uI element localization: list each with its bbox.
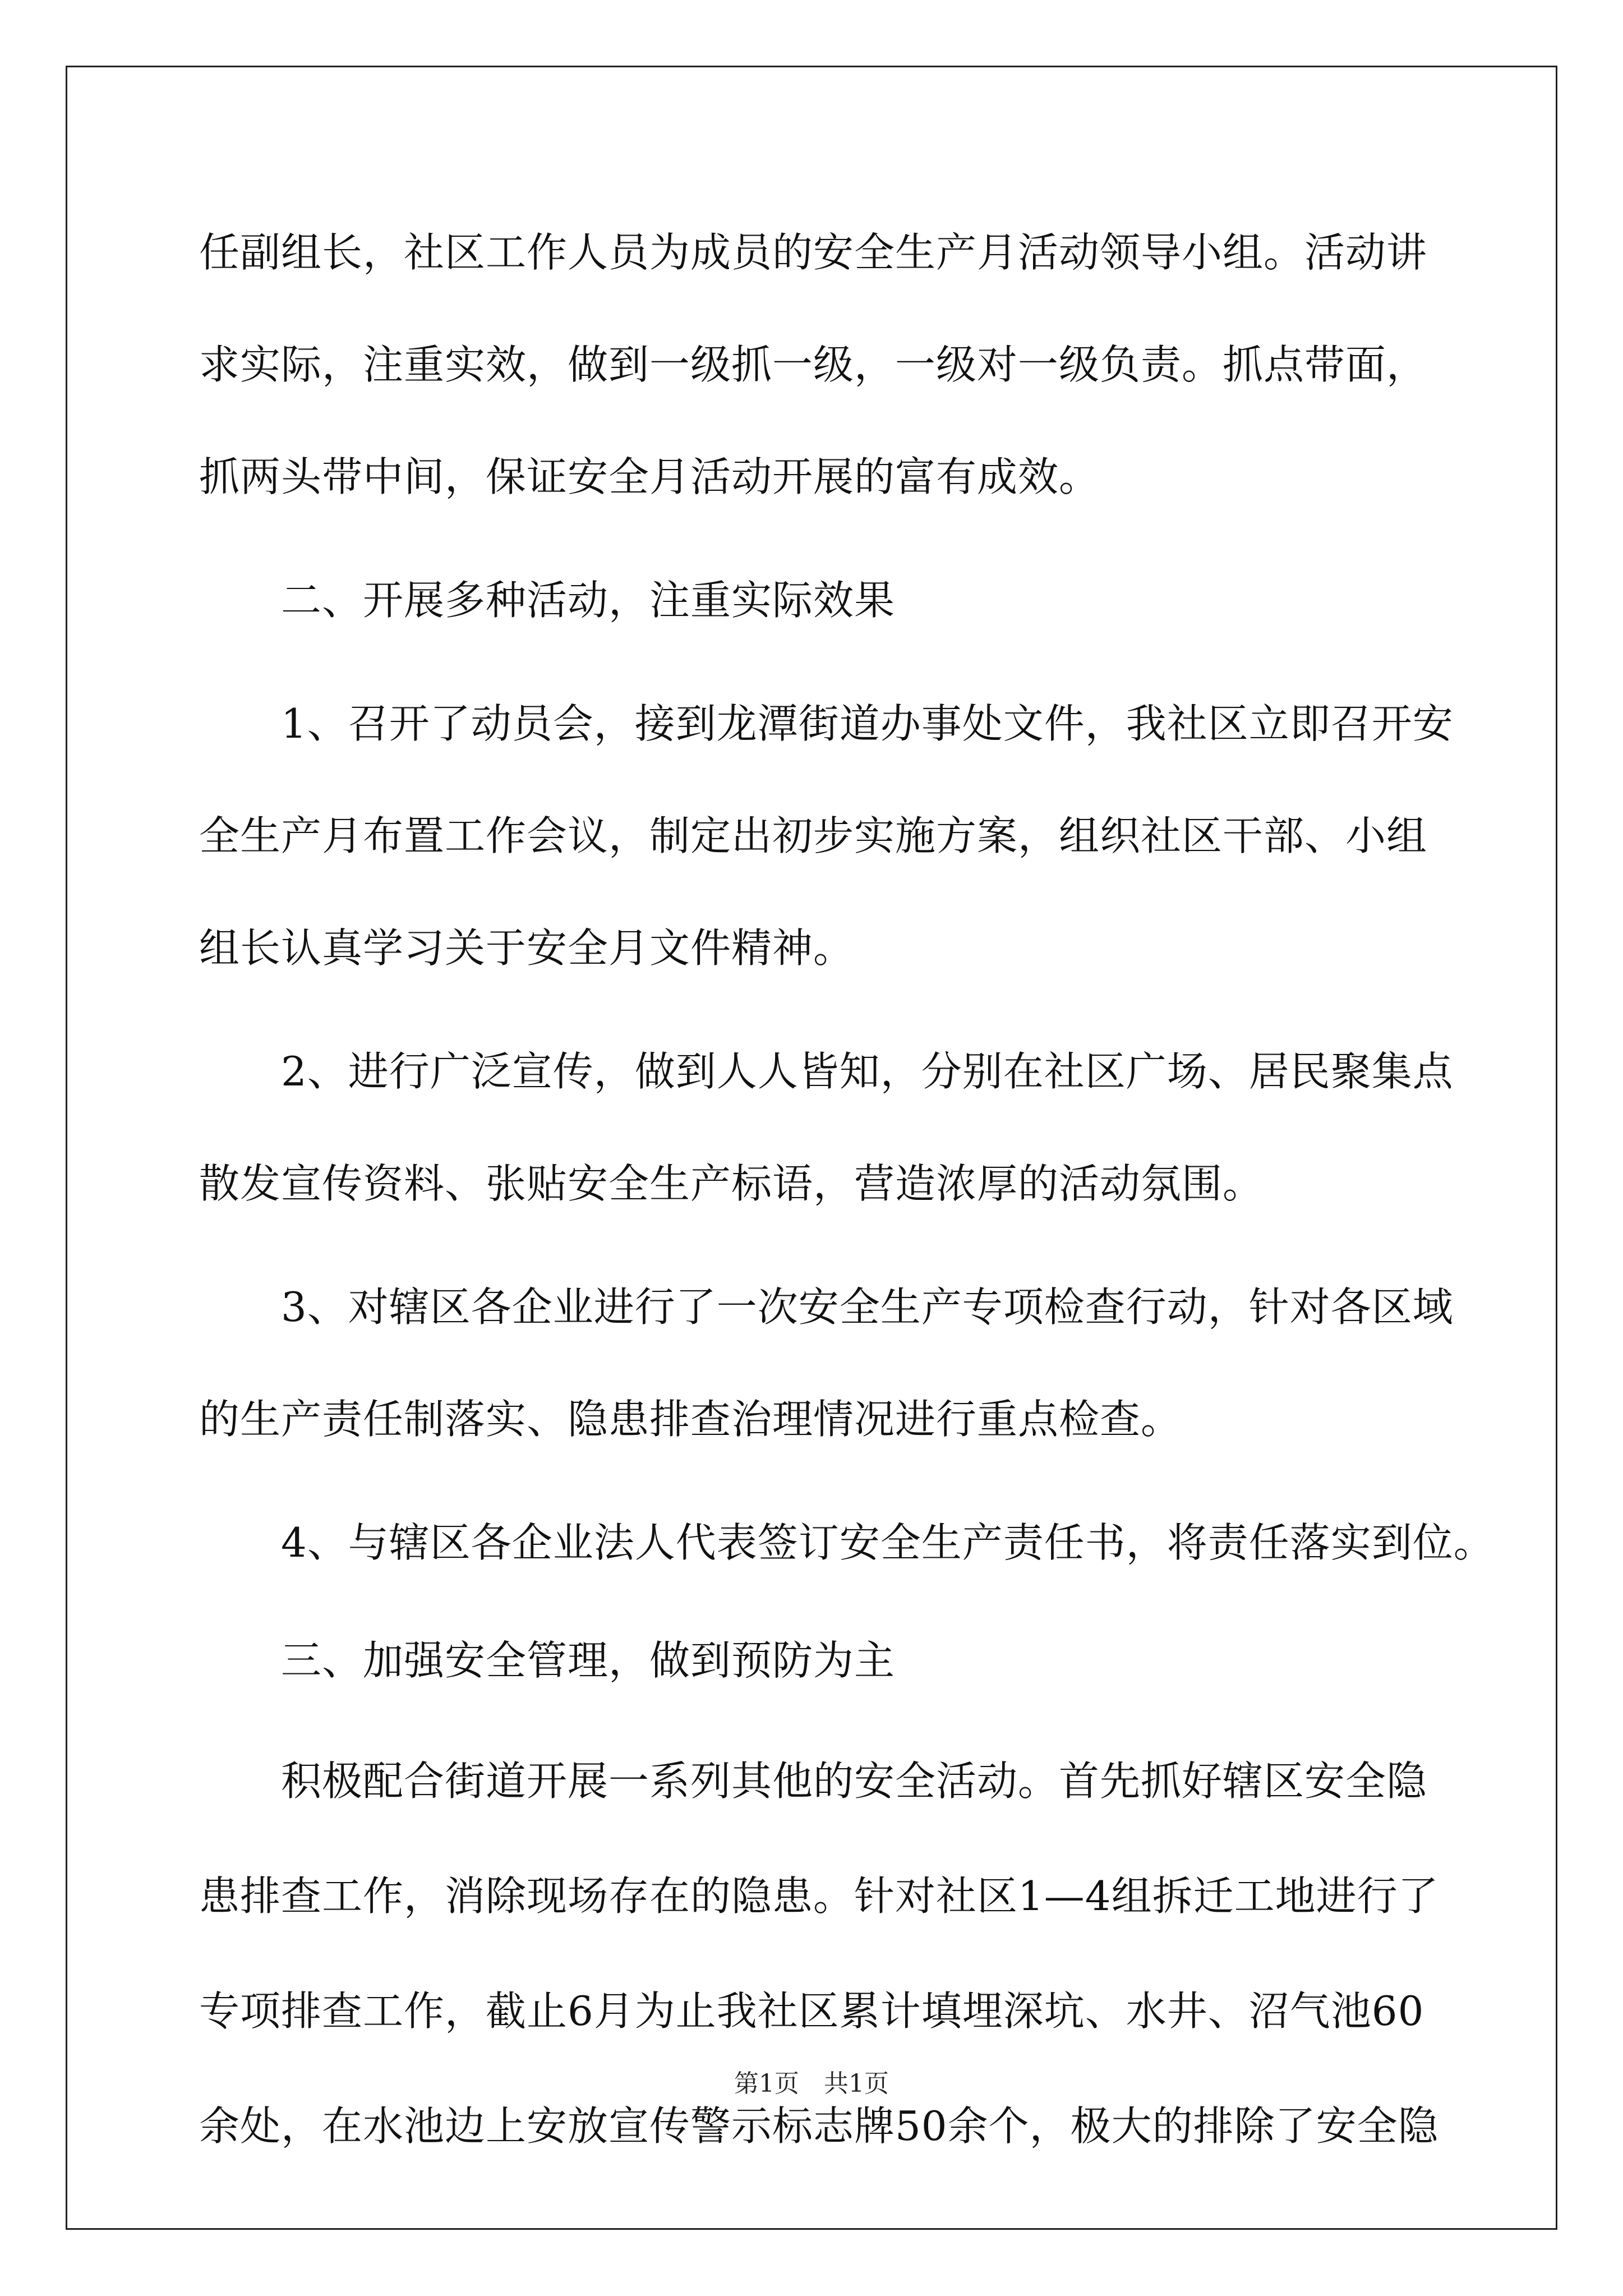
body-line: 积极配合街道开展一系列其他的安全活动。首先抓好辖区安全隐 [199,1757,1428,1805]
section-heading: 二、开展多种活动，注重实际效果 [199,577,896,624]
body-line: 1、召开了动员会，接到龙潭街道办事处文件，我社区立即召开安 [199,700,1454,747]
body-line: 4、与辖区各企业法人代表签订安全生产责任书，将责任落实到位。 [199,1519,1495,1566]
body-line: 求实际，注重实效，做到一级抓一级，一级对一级负责。抓点带面， [199,341,1428,388]
body-line: 任副组长，社区工作人员为成员的安全生产月活动领导小组。活动讲 [199,229,1428,276]
body-line: 的生产责任制落实、隐患排查治理情况进行重点检查。 [199,1396,1182,1443]
body-line: 3、对辖区各企业进行了一次安全生产专项检查行动，针对各区域 [199,1283,1454,1331]
body-line: 组长认真学习关于安全月文件精神。 [199,924,855,972]
body-line: 2、进行广泛宣传，做到人人皆知，分别在社区广场、居民聚集点 [199,1048,1454,1095]
body-line: 抓两头带中间，保证安全月活动开展的富有成效。 [199,453,1100,500]
page-footer: 第1页 共1页 [734,2069,889,2098]
body-line: 余处，在水池边上安放宣传警示标志牌50余个，极大的排除了安全隐 [199,2102,1439,2150]
section-heading: 三、加强安全管理，做到预防为主 [199,1637,896,1684]
body-line: 全生产月布置工作会议，制定出初步实施方案，组织社区干部、小组 [199,812,1428,859]
body-line: 散发宣传资料、张贴安全生产标语，营造浓厚的活动氛围。 [199,1160,1264,1207]
body-line: 患排查工作，消除现场存在的隐患。针对社区1—4组拆迁工地进行了 [199,1872,1439,1920]
body-line: 专项排查工作，截止6月为止我社区累计填埋深坑、水井、沼气池60 [199,1987,1424,2035]
